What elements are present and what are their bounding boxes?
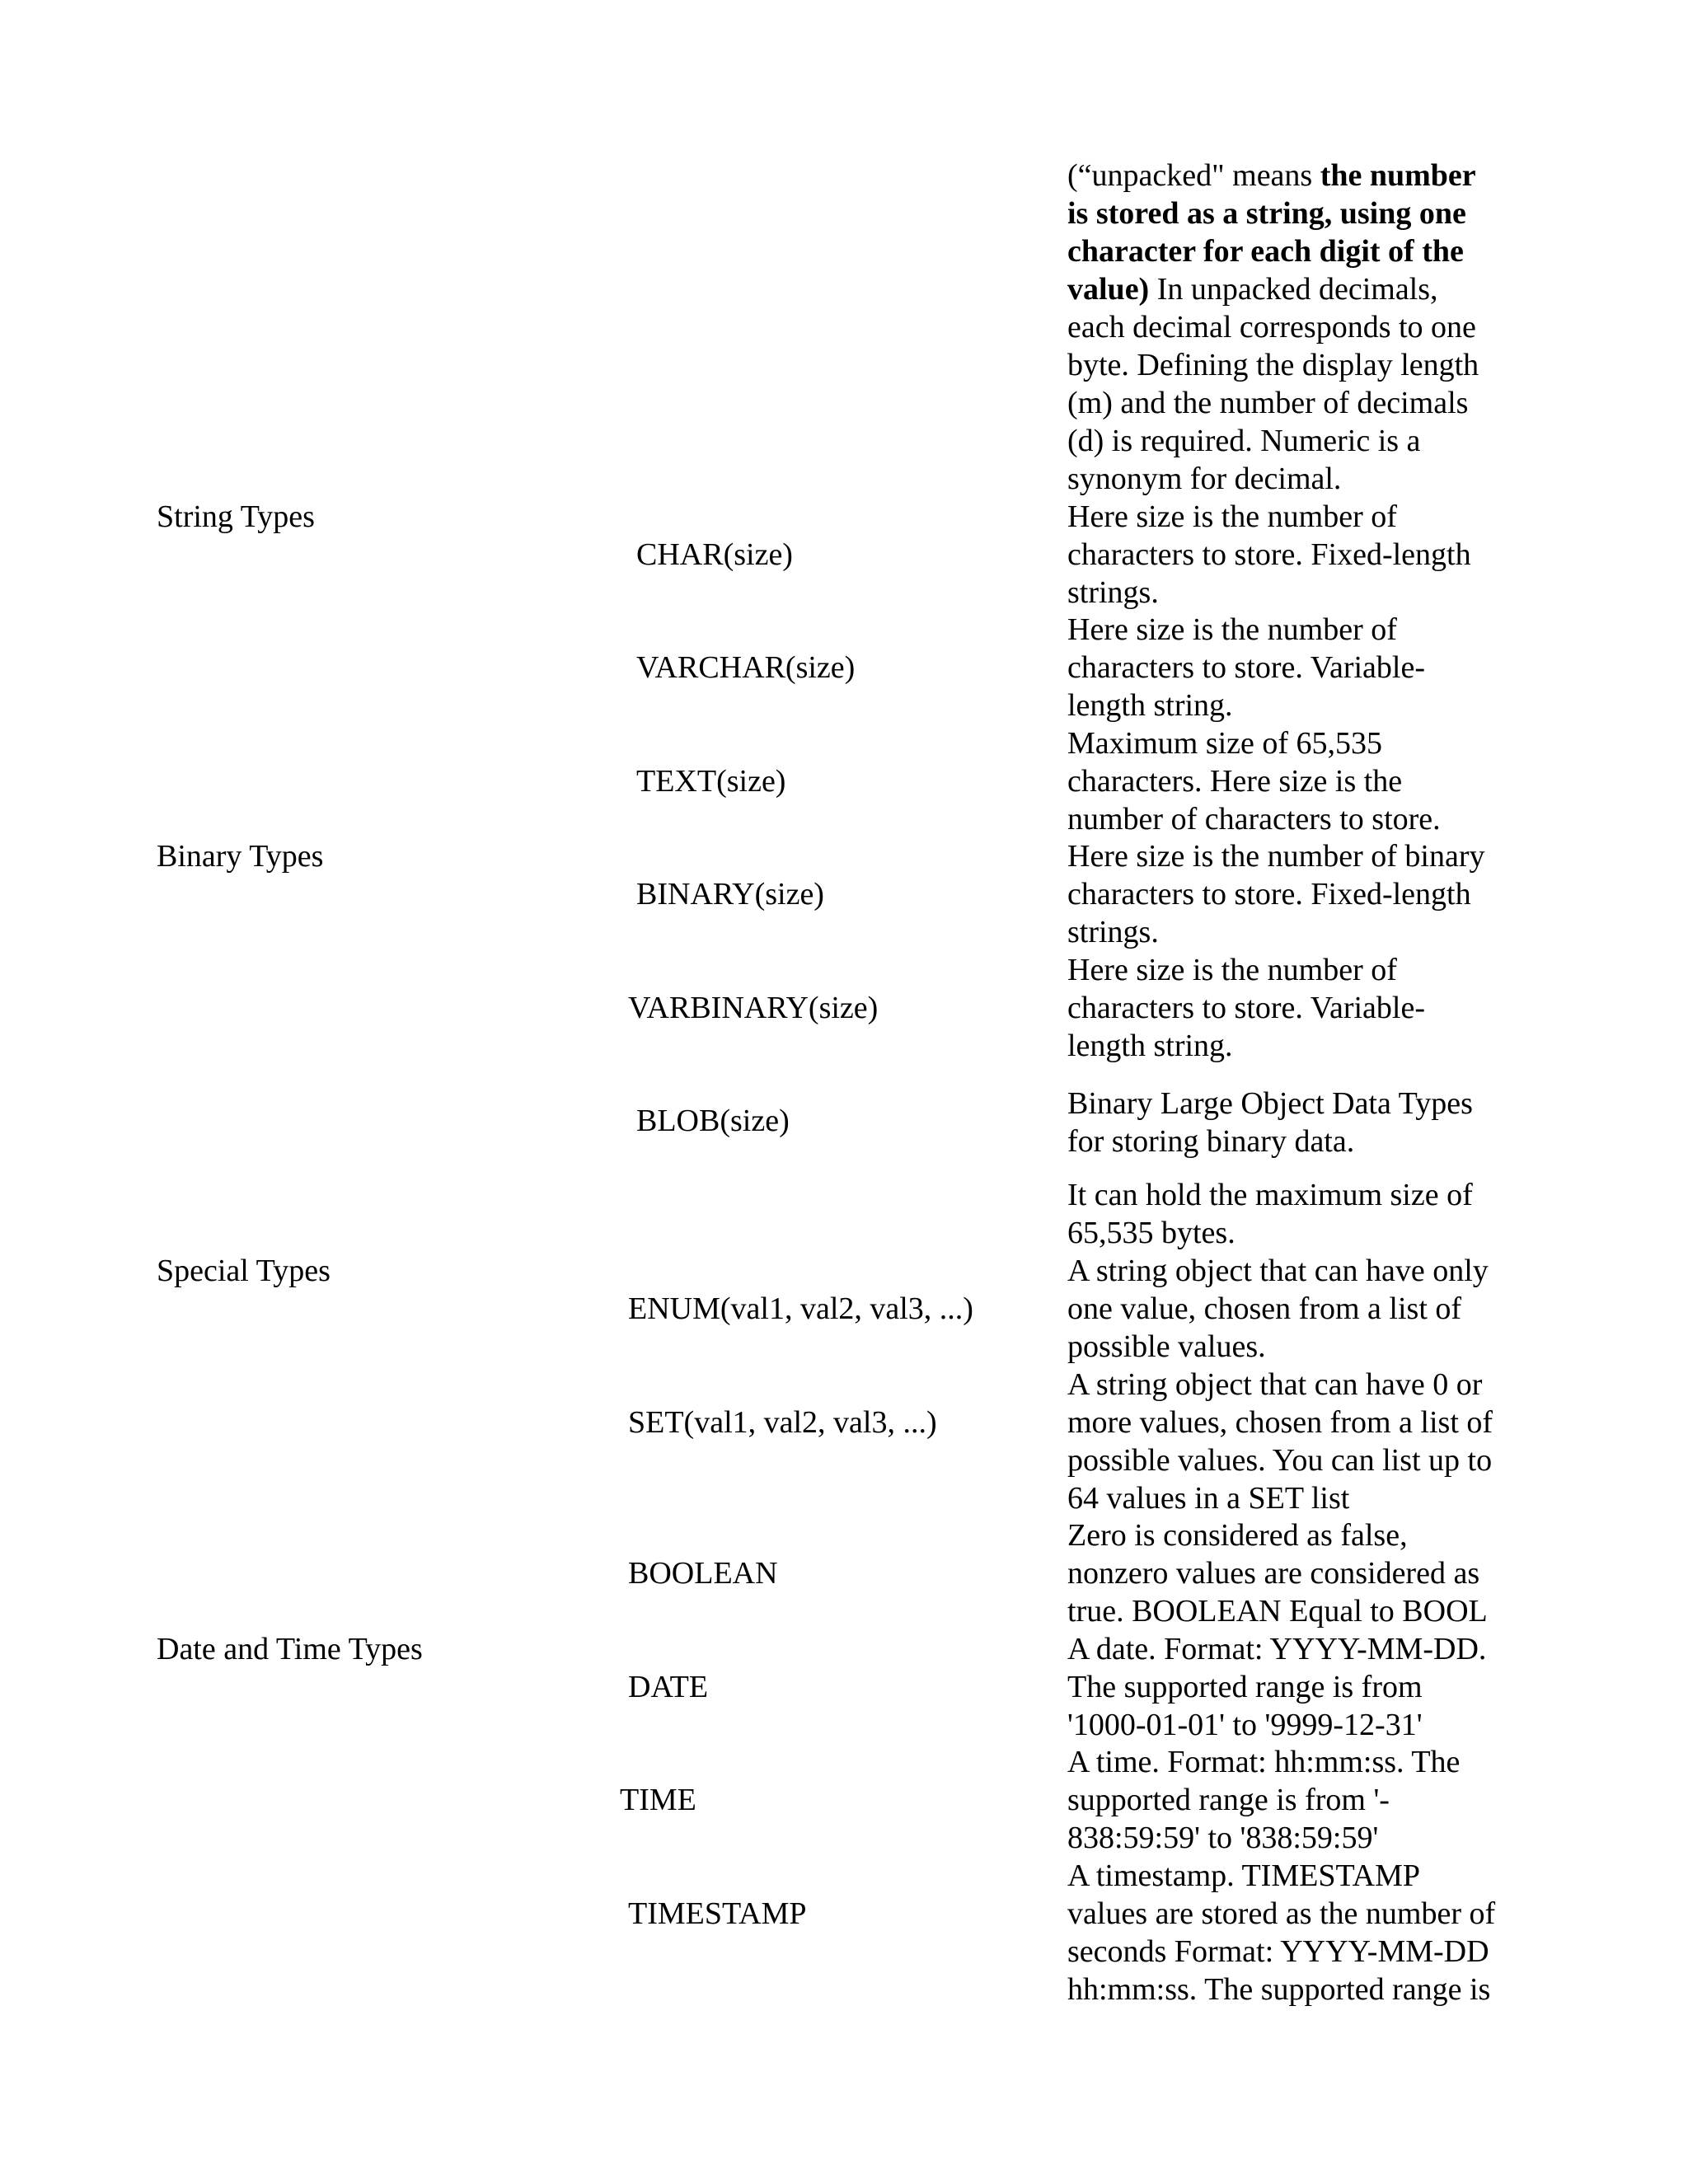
desc-line: byte. Defining the display length xyxy=(1067,348,1479,382)
desc-date xyxy=(1067,1630,1545,1744)
desc-line: for storing binary data. xyxy=(1067,1124,1355,1159)
type-char: CHAR(size) xyxy=(636,537,793,572)
desc-line: hh:mm:ss. The supported range is xyxy=(1067,1972,1491,2007)
desc-varbinary xyxy=(1067,951,1545,1065)
desc-line xyxy=(1067,270,1545,308)
desc-timestamp xyxy=(1067,1857,1545,2008)
category-special-types: Special Types xyxy=(157,1254,331,1288)
desc-line: characters to store. Fixed-length xyxy=(1067,537,1471,572)
desc-line: values are stored as the number of xyxy=(1067,1896,1496,1931)
desc-line: strings. xyxy=(1067,915,1159,949)
desc-line: Here size is the number of xyxy=(1067,499,1397,534)
desc-line: length string. xyxy=(1067,688,1233,723)
desc-line xyxy=(1067,157,1545,194)
desc-time xyxy=(1067,1743,1545,1857)
type-set: SET(val1, val2, val3, ...) xyxy=(628,1405,937,1440)
desc-line: possible values. You can list up to xyxy=(1067,1443,1493,1478)
category-string-types: String Types xyxy=(157,499,315,534)
category-date-time-types: Date and Time Types xyxy=(157,1632,423,1666)
desc-text: In unpacked decimals, xyxy=(1149,272,1438,307)
type-enum: ENUM(val1, val2, val3, ...) xyxy=(628,1291,973,1326)
type-binary: BINARY(size) xyxy=(636,877,824,912)
type-varchar: VARCHAR(size) xyxy=(636,650,856,685)
desc-blob xyxy=(1067,1085,1545,1160)
desc-line: Maximum size of 65,535 xyxy=(1067,726,1383,761)
desc-line: each decimal corresponds to one xyxy=(1067,310,1476,344)
type-varbinary: VARBINARY(size) xyxy=(628,991,879,1025)
category-binary-types: Binary Types xyxy=(157,839,324,874)
desc-enum xyxy=(1067,1252,1545,1366)
desc-line: number of characters to store. xyxy=(1067,802,1441,837)
desc-bold-text: is stored as a string, using one xyxy=(1067,196,1466,231)
desc-bold-text: the number xyxy=(1320,158,1476,193)
type-time: TIME xyxy=(620,1783,696,1817)
desc-line: length string. xyxy=(1067,1029,1233,1063)
desc-line: 838:59:59' to '838:59:59' xyxy=(1067,1821,1379,1855)
desc-line: (m) and the number of decimals xyxy=(1067,386,1469,420)
desc-line: supported range is from '- xyxy=(1067,1783,1390,1817)
desc-line: The supported range is from xyxy=(1067,1670,1423,1704)
desc-line: Here size is the number of binary xyxy=(1067,839,1485,874)
desc-bold-text: value) xyxy=(1067,272,1150,307)
type-date: DATE xyxy=(628,1670,709,1704)
desc-line: '1000-01-01' to '9999-12-31' xyxy=(1067,1708,1423,1742)
desc-blob-extra xyxy=(1067,1176,1545,1252)
desc-text: (“unpacked" means xyxy=(1067,158,1320,193)
type-blob: BLOB(size) xyxy=(636,1104,790,1138)
desc-line xyxy=(1067,194,1545,232)
desc-line: Here size is the number of xyxy=(1067,612,1397,647)
desc-line: characters. Here size is the xyxy=(1067,764,1403,799)
desc-line: 64 values in a SET list xyxy=(1067,1481,1350,1516)
desc-line: one value, chosen from a list of xyxy=(1067,1291,1462,1326)
desc-line: seconds Format: YYYY-MM-DD xyxy=(1067,1934,1489,1969)
desc-line: A string object that can have only xyxy=(1067,1254,1489,1288)
desc-line: A time. Format: hh:mm:ss. The xyxy=(1067,1745,1461,1779)
desc-line: A string object that can have 0 or xyxy=(1067,1367,1483,1402)
desc-line: Binary Large Object Data Types xyxy=(1067,1086,1473,1121)
desc-line: (d) is required. Numeric is a xyxy=(1067,424,1421,458)
type-boolean: BOOLEAN xyxy=(628,1556,778,1591)
desc-line: strings. xyxy=(1067,575,1159,610)
type-text: TEXT(size) xyxy=(636,764,786,799)
desc-varchar xyxy=(1067,611,1545,724)
desc-text xyxy=(1067,724,1545,838)
desc-line: 65,535 bytes. xyxy=(1067,1216,1236,1250)
desc-line: It can hold the maximum size of xyxy=(1067,1178,1473,1212)
desc-line: possible values. xyxy=(1067,1329,1266,1364)
desc-line: characters to store. Fixed-length xyxy=(1067,877,1471,912)
desc-line: Here size is the number of xyxy=(1067,953,1397,987)
type-timestamp: TIMESTAMP xyxy=(628,1896,807,1931)
desc-boolean xyxy=(1067,1516,1545,1630)
desc-line: more values, chosen from a list of xyxy=(1067,1405,1493,1440)
desc-bold-text: character for each digit of the xyxy=(1067,234,1464,269)
desc-line xyxy=(1067,232,1545,270)
desc-line: Zero is considered as false, xyxy=(1067,1518,1408,1553)
desc-line: characters to store. Variable- xyxy=(1067,991,1425,1025)
desc-set xyxy=(1067,1366,1545,1517)
desc-line: characters to store. Variable- xyxy=(1067,650,1425,685)
desc-char xyxy=(1067,498,1545,612)
desc-line: true. BOOLEAN Equal to BOOL xyxy=(1067,1594,1488,1629)
desc-line: A timestamp. TIMESTAMP xyxy=(1067,1858,1421,1893)
desc-binary xyxy=(1067,837,1545,951)
desc-line: nonzero values are considered as xyxy=(1067,1556,1480,1591)
decimal-description xyxy=(1067,157,1545,498)
desc-line: A date. Format: YYYY-MM-DD. xyxy=(1067,1632,1487,1666)
desc-line: synonym for decimal. xyxy=(1067,462,1342,496)
